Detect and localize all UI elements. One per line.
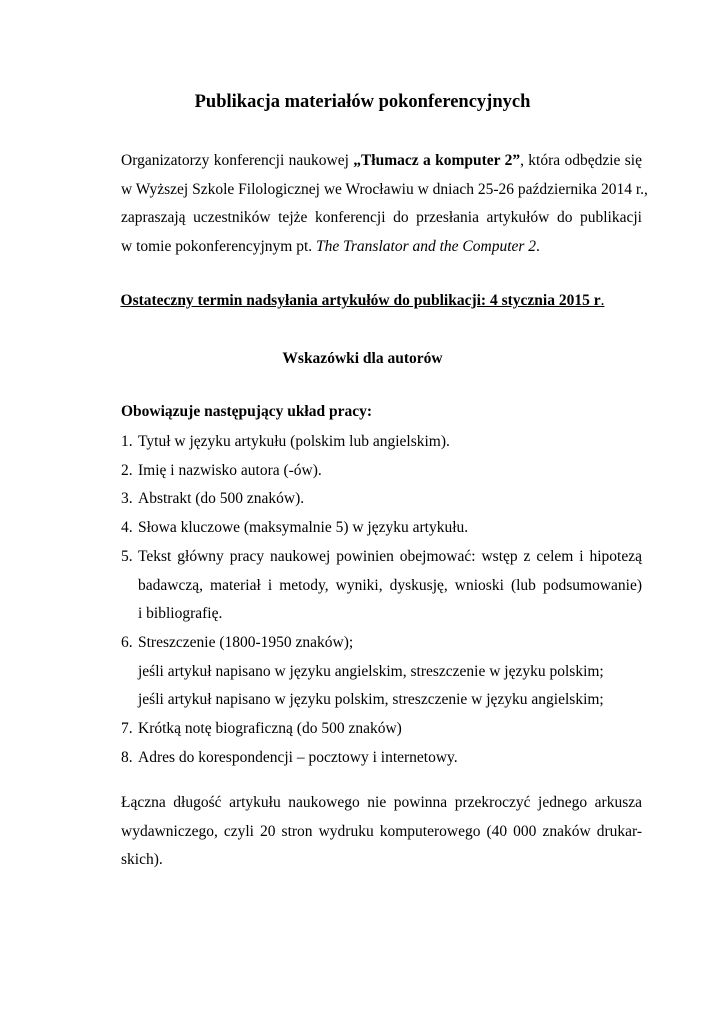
intro-paragraph bbox=[121, 147, 648, 262]
item-text: Krótką notę biograficzną (do 500 znaków) bbox=[138, 720, 402, 738]
intro-text: . bbox=[536, 238, 540, 256]
item-number: 4. bbox=[121, 519, 133, 537]
list-item bbox=[121, 514, 642, 543]
intro-line-3: zapraszają uczestników tejże konferencji do przesłania artykułów do publikacji bbox=[121, 209, 642, 227]
item-text: jeśli artykuł napisano w języku angielskim, streszczenie w języku polskim; bbox=[138, 662, 604, 680]
closing-line: wydawniczego, czyli 20 stron wydruku komputerowego (40 000 znaków drukar- bbox=[121, 822, 642, 840]
item-text: Słowa kluczowe (maksymalnie 5) w języku artykułu. bbox=[138, 519, 469, 537]
intro-line-1 bbox=[121, 147, 642, 176]
item-text: badawczą, materiał i metody, wyniki, dyskusję, wnioski (lub podsumowanie) bbox=[138, 576, 642, 594]
closing-line: skich). bbox=[121, 851, 163, 869]
intro-text: , która odbędzie się bbox=[520, 152, 642, 169]
intro-text: Organizatorzy konferencji naukowej bbox=[121, 152, 354, 169]
item-number: 7. bbox=[121, 720, 133, 738]
list-item bbox=[121, 543, 642, 629]
deadline-text: Ostateczny termin nadsyłania artykułów do publikacji: 4 stycznia 2015 r bbox=[120, 292, 601, 309]
list-item bbox=[121, 428, 642, 457]
section-subtitle: Wskazówki dla autorów bbox=[282, 350, 443, 367]
item-number: 6. bbox=[121, 633, 133, 651]
deadline-notice bbox=[0, 292, 725, 310]
item-number: 8. bbox=[121, 748, 133, 766]
item-text: jeśli artykuł napisano w języku polskim, streszczenie w języku angielskim; bbox=[138, 691, 604, 709]
intro-text: w tomie pokonferencyjnym pt. bbox=[121, 238, 316, 256]
item-text: Adres do korespondencji – pocztowy i internetowy. bbox=[138, 748, 458, 766]
item-number: 3. bbox=[121, 490, 133, 508]
intro-line-2: w Wyższej Szkole Filologicznej we Wrocławiu w dniach 25-26 października 2014 r., bbox=[121, 180, 648, 198]
item-number: 5. bbox=[121, 547, 133, 565]
page-title: Publikacja materiałów pokonferencyjnych bbox=[194, 92, 531, 112]
item-text: Imię i nazwisko autora (-ów). bbox=[138, 461, 322, 479]
list-item bbox=[121, 715, 642, 744]
volume-title: The Translator and the Computer 2 bbox=[316, 238, 537, 256]
item-text: Abstrakt (do 500 znaków). bbox=[138, 490, 305, 508]
list-item bbox=[121, 457, 642, 486]
item-text: Tytuł w języku artykułu (polskim lub angielskim). bbox=[138, 433, 450, 450]
list-item bbox=[121, 485, 642, 514]
item-text: i bibliografię. bbox=[138, 605, 223, 623]
closing-paragraph bbox=[121, 789, 642, 875]
item-number: 1. bbox=[121, 433, 133, 450]
list-heading: Obowiązuje następujący układ pracy: bbox=[121, 403, 373, 420]
conference-name: „Tłumacz a komputer 2” bbox=[353, 152, 521, 169]
list-item bbox=[121, 629, 642, 715]
list-item bbox=[121, 744, 642, 773]
item-text: Tekst główny pracy naukowej powinien obejmować: wstęp z celem i hipotezą bbox=[138, 547, 642, 565]
requirements-list bbox=[121, 428, 642, 772]
deadline-period: . bbox=[600, 292, 605, 309]
closing-line: Łączna długość artykułu naukowego nie powinna przekroczyć jednego arkusza bbox=[121, 794, 642, 811]
item-number: 2. bbox=[121, 461, 133, 479]
intro-line-4 bbox=[121, 233, 642, 262]
item-text: Streszczenie (1800-1950 znaków); bbox=[138, 633, 354, 651]
